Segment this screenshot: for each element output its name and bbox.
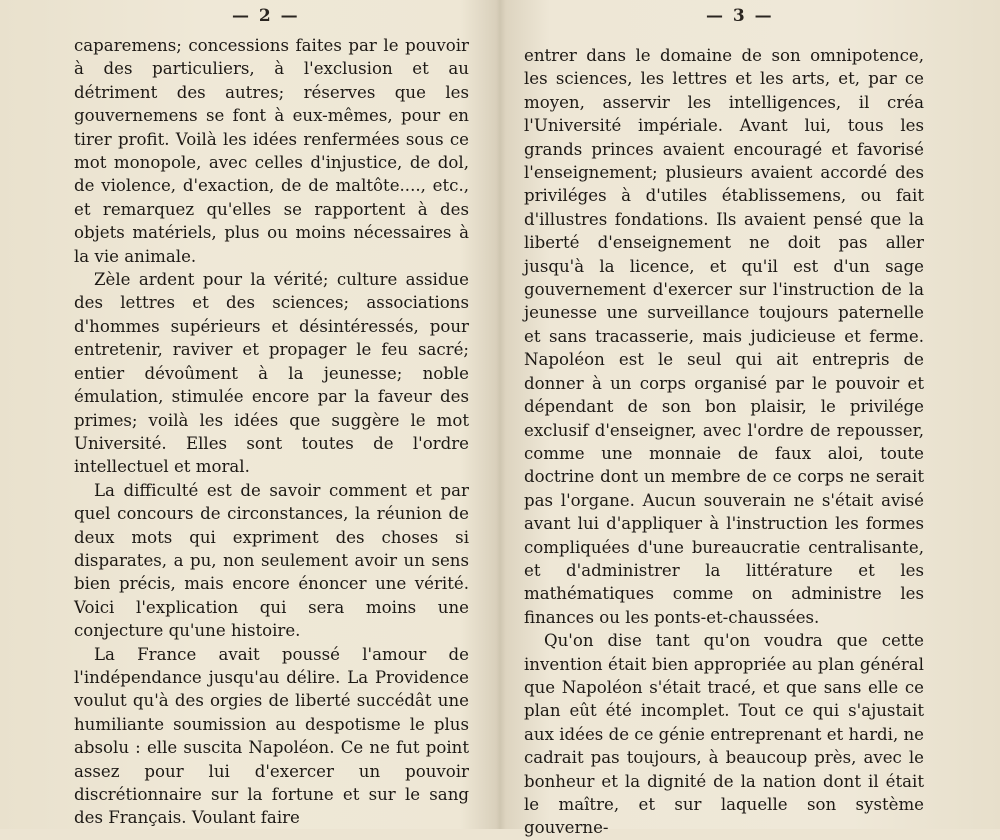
paragraph: Zèle ardent pour la vérité; culture assidue des lettres et des sciences; associations d'hommes supérieurs et désintéressés, pour entretenir, raviver et propager le feu sacré; entier dévoûment à la jeunesse; noble émulation, stimulée encore par la faveur des primes; voilà les idées que suggère le mot Université. Elles sont toutes de l'ordre intellectuel et moral. <box>74 270 469 477</box>
page-number-right: — 3 — <box>706 6 774 26</box>
paragraph: caparemens; concessions faites par le pouvoir à des particuliers, à l'exclusion et au détriment des autres; réserves que les gouvernemens se font à eux-mêmes, pour en tirer profit. Voilà les idées renfermées sous ce mot monopole, avec celles d'injustice, de dol, de violence, d'exaction, de de maltôte...., etc., et remarquez qu'elles se rapportent à des objets matériels, plus ou moins nécessaires à la vie animale. <box>74 36 469 266</box>
paragraph: La France avait poussé l'amour de l'indépendance jusqu'au délire. La Providence voulut qu'à des orgies de liberté succédât une humiliante soumission au despotisme le plus absolu : elle suscita Napoléon. Ce ne fut point assez pour lui d'exercer un pouvoir discrétionnaire sur la fortune et sur le sang des Français. Voulant faire <box>74 644 469 828</box>
left-page-text <box>74 34 469 830</box>
left-page <box>0 0 498 829</box>
right-page-text <box>524 44 924 840</box>
paragraph: Qu'on dise tant qu'on voudra que cette invention était bien appropriée au plan général que Napoléon s'était tracé, et que sans elle ce plan eût été incomplet. Tout ce qui s'ajustait aux idées de ce génie entreprenant et hardi, ne cadrait pas toujours, à beaucoup près, avec le bonheur et la dignité de la nation dont il était le maître, et sur laquelle son système gouverne- <box>524 631 924 838</box>
page-number-left: — 2 — <box>232 6 300 26</box>
paragraph: entrer dans le domaine de son omnipotence, les sciences, les lettres et les arts, et, par ce moyen, asservir les intelligences, il créa l'Université impériale. Avant lui, tous les grands princes avaient encouragé et favorisé l'enseignement; plusieurs avaient accordé des priviléges à d'utiles établissemens, ou fait d'illustres fondations. Ils avaient pensé que la liberté d'enseignement ne doit pas aller jusqu'à la licence, et qu'il est d'un sage gouvernement d'exercer sur l'instruction de la jeunesse une surveillance toujours paternelle et sans tracasserie, mais judicieuse et ferme. Napoléon est le seul qui ait entrepris de donner à un corps organisé par le pouvoir et dépendant de son bon plaisir, le privilége exclusif d'enseigner, avec l'ordre de repousser, comme une monnaie de faux aloi, toute doctrine dont un membre de ce corps ne serait pas l'organe. Aucun souverain ne s'était avisé avant lui d'appliquer à l'instruction les formes compliquées d'une bureaucratie centralisante, et d'administrer la littérature et les mathématiques comme on administre les finances ou les ponts-et-chaussées. <box>524 46 924 627</box>
paragraph: La difficulté est de savoir comment et par quel concours de circonstances, la réunion de deux mots qui expriment des choses si disparates, a pu, non seulement avoir un sens bien précis, mais encore énoncer une vérité. Voici l'explication qui sera moins une conjecture qu'une histoire. <box>74 480 469 641</box>
right-page <box>502 0 1000 838</box>
